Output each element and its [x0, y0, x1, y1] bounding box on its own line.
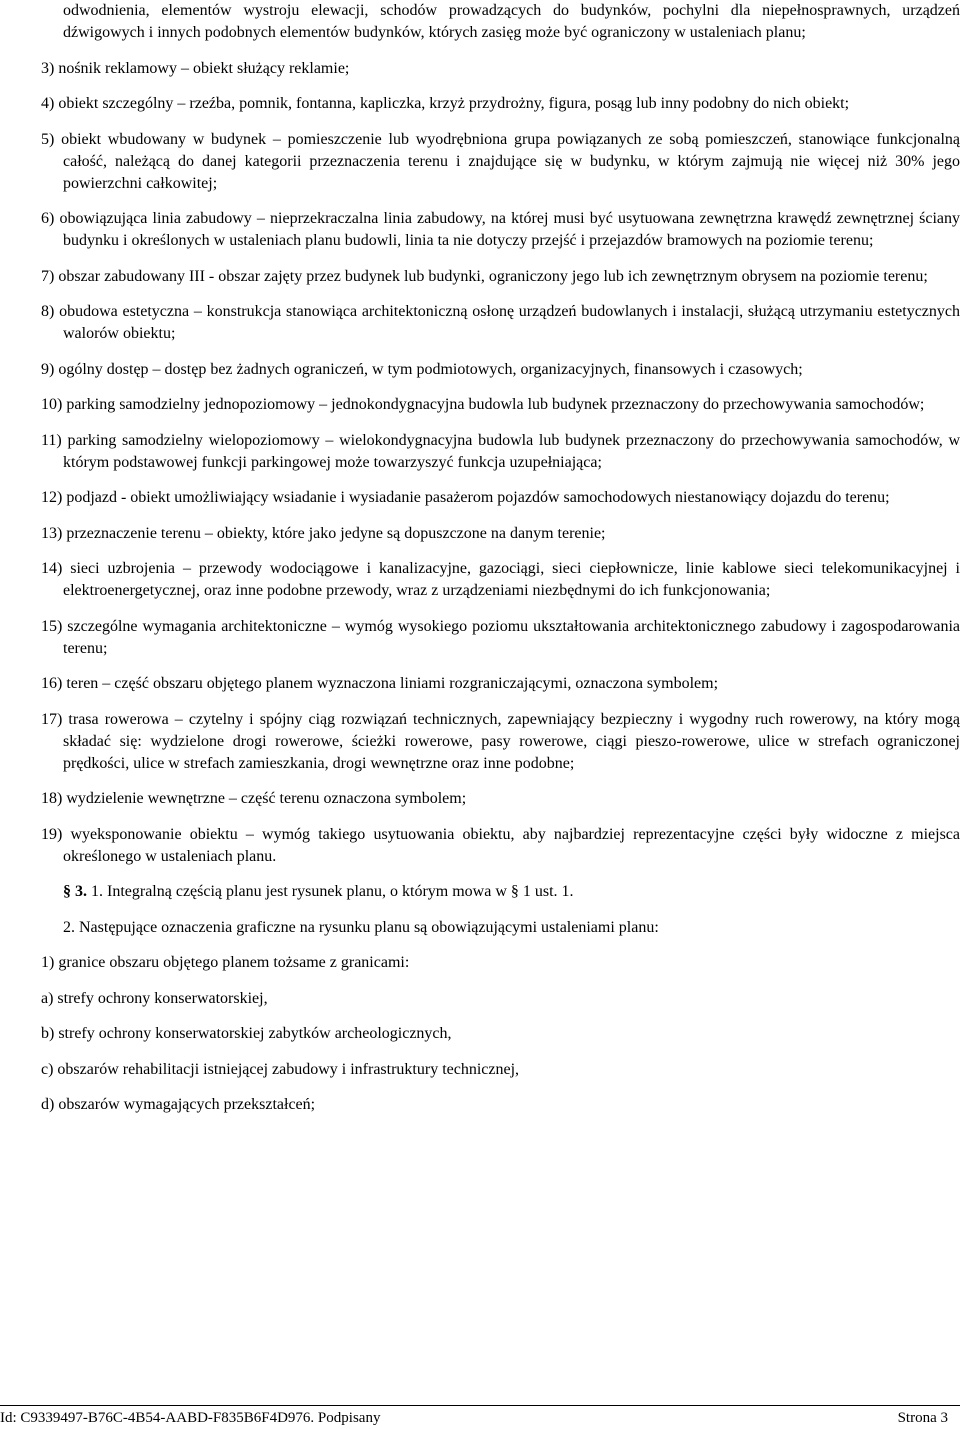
- definition-item: 13) przeznaczenie terenu – obiekty, które jako jedyne są dopuszczone na danym terenie;: [41, 524, 606, 542]
- definition-item: 5) obiekt wbudowany w budynek – pomieszczenie lub wyodrębniona grupa powiązanych ze sobą pomieszczeń, stanowiące funkcjonalną całość, należącą do danej kategorii przeznaczenia terenu i znajdujące się w budynku, w którym zajmują nie więcej niż 30% jego powierzchni całkowitej;: [41, 130, 960, 192]
- definition-item: 16) teren – część obszaru objętego planem wyznaczona liniami rozgraniczającymi, oznaczona symbolem;: [41, 675, 719, 692]
- continuation-paragraph: odwodnienia, elementów wystroju elewacji, schodów prowadzących do budynków, pochylni dla niepełnosprawnych, urządzeń dźwigowych i innych podobnych elementów budynków, których zasięg może być ograniczony w ustaleniach planu;: [63, 2, 960, 41]
- section-3-point-1: [0, 881, 960, 903]
- sublist-item: a) strefy ochrony konserwatorskiej,: [41, 989, 268, 1007]
- definition-item: 19) wyeksponowanie obiektu – wymóg takiego usytuowania obiektu, aby najbardziej reprezentacyjne części były widoczne z miejsca określonego w ustaleniach planu.: [41, 825, 960, 865]
- definition-item: 11) parking samodzielny wielopoziomowy – wielokondygnacyjna budowla lub budynek przeznaczony do przechowywania samochodów, w którym podstawowej funkcji parkingowej może towarzyszyć funkcja uzupełniająca;: [41, 431, 960, 471]
- definition-item: 6) obowiązująca linia zabudowy – nieprzekraczalna linia zabudowy, na której musi być usytuowana zewnętrzna krawędź zewnętrznej ściany budynku i określonych w ustaleniach planu budowli, linia ta nie dotyczy przejść i przejazdów bramowych na poziomie terenu;: [41, 210, 960, 249]
- section-3-point-1-text: 1. Integralną częścią planu jest rysunek planu, o którym mowa w § 1 ust. 1.: [91, 883, 574, 900]
- definition-item: 8) obudowa estetyczna – konstrukcja stanowiąca architektoniczną osłonę urządzeń budowlanych i instalacji, służącą utrzymaniu estetycznych walorów obiektu;: [41, 303, 960, 342]
- definition-item: 7) obszar zabudowany III - obszar zajęty przez budynek lub budynki, ograniczony jego lub ich zewnętrznym obrysem na poziomie terenu;: [41, 267, 928, 285]
- section-mark: § 3.: [63, 883, 87, 900]
- sublist-item: c) obszarów rehabilitacji istniejącej zabudowy i infrastruktury technicznej,: [41, 1060, 520, 1078]
- section-3-point-2: 2. Następujące oznaczenia graficzne na rysunku planu są obowiązującymi ustaleniami planu:: [63, 918, 659, 936]
- definition-item: 17) trasa rowerowa – czytelny i spójny ciąg rozwiązań technicznych, zapewniający bezpieczny i wygodny ruch rowerowy, na który mogą składać się: wydzielone drogi rowerowe, ścieżki rowerowe, pasy rowerowe, ciągi pieszo-rowerowe, ulice w strefach ograniczonej prędkości, ulice w strefach zamieszkania, drogi wewnętrzne oraz inne podobne;: [41, 710, 960, 772]
- list-lead: 1) granice obszaru objętego planem tożsame z granicami:: [41, 954, 410, 971]
- definition-item: 4) obiekt szczególny – rzeźba, pomnik, fontanna, kapliczka, krzyż przydrożny, figura, posąg lub inny podobny do nich obiekt;: [41, 95, 850, 112]
- definition-item: 3) nośnik reklamowy – obiekt służący reklamie;: [41, 59, 350, 77]
- definition-item: 9) ogólny dostęp – dostęp bez żadnych ograniczeń, w tym podmiotowych, organizacyjnych, finansowych i czasowych;: [41, 360, 803, 378]
- sublist-item: b) strefy ochrony konserwatorskiej zabytków archeologicznych,: [41, 1025, 452, 1042]
- definition-item: 10) parking samodzielny jednopoziomowy – jednokondygnacyjna budowla lub budynek przeznaczony do przechowywania samochodów;: [41, 396, 925, 413]
- definition-item: 12) podjazd - obiekt umożliwiający wsiadanie i wysiadanie pasażerom pojazdów samochodowych niestanowiący dojazdu do terenu;: [41, 489, 890, 506]
- document-id: Id: C9339497-B76C-4B54-AABD-F835B6F4D976. Podpisany: [0, 1410, 381, 1426]
- definition-item: 15) szczególne wymagania architektoniczne – wymóg wysokiego poziomu ukształtowania architektonicznego zabudowy i zagospodarowania terenu;: [41, 617, 960, 657]
- sublist-item: d) obszarów wymagających przekształceń;: [41, 1096, 316, 1113]
- definition-item: 18) wydzielenie wewnętrzne – część terenu oznaczona symbolem;: [41, 790, 467, 807]
- definition-item: 14) sieci uzbrojenia – przewody wodociągowe i kanalizacyjne, gazociągi, sieci ciepłownicze, linie kablowe sieci telekomunikacyjnej i elektroenergetycznej, oraz inne podobne przewody, wraz z urządzeniami niezbędnymi do ich funkcjonowania;: [41, 560, 960, 599]
- page-number: Strona 3: [897, 1410, 948, 1426]
- page-footer: [0, 1405, 960, 1429]
